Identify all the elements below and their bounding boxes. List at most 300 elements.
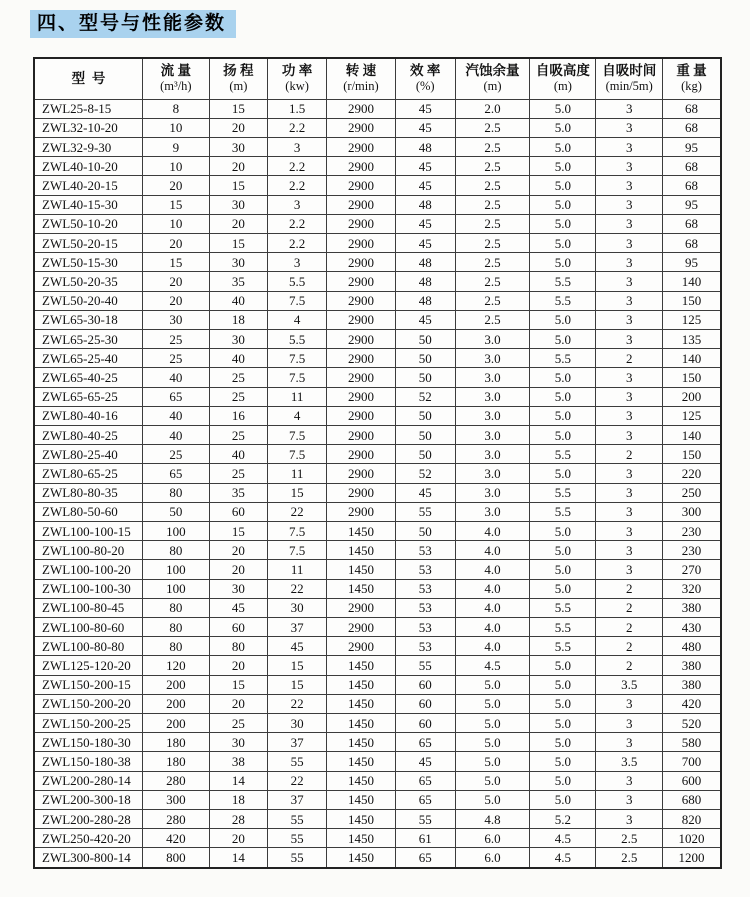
model-cell: ZWL80-40-16 bbox=[34, 406, 143, 425]
value-cell: 140 bbox=[663, 425, 721, 444]
value-cell: 3.5 bbox=[596, 752, 663, 771]
value-cell: 3.0 bbox=[455, 387, 530, 406]
value-cell: 3 bbox=[596, 771, 663, 790]
value-cell: 1.5 bbox=[268, 99, 327, 118]
value-cell: 20 bbox=[143, 176, 210, 195]
column-header bbox=[395, 58, 455, 99]
value-cell: 3 bbox=[596, 560, 663, 579]
value-cell: 50 bbox=[395, 445, 455, 464]
model-cell: ZWL150-200-25 bbox=[34, 714, 143, 733]
table-row bbox=[34, 349, 721, 368]
value-cell: 4.0 bbox=[455, 598, 530, 617]
value-cell: 50 bbox=[395, 425, 455, 444]
value-cell: 30 bbox=[143, 310, 210, 329]
value-cell: 37 bbox=[268, 790, 327, 809]
value-cell: 40 bbox=[209, 445, 267, 464]
value-cell: 280 bbox=[143, 771, 210, 790]
value-cell: 1450 bbox=[327, 810, 396, 829]
column-header-label: 重 量 bbox=[676, 63, 707, 79]
value-cell: 15 bbox=[209, 675, 267, 694]
value-cell: 280 bbox=[143, 810, 210, 829]
header-row bbox=[34, 58, 721, 99]
value-cell: 20 bbox=[209, 541, 267, 560]
value-cell: 3 bbox=[596, 406, 663, 425]
value-cell: 3 bbox=[596, 810, 663, 829]
value-cell: 520 bbox=[663, 714, 721, 733]
value-cell: 25 bbox=[209, 464, 267, 483]
value-cell: 65 bbox=[395, 848, 455, 868]
column-header-label: 汽蚀余量 bbox=[465, 63, 520, 79]
value-cell: 2900 bbox=[327, 406, 396, 425]
value-cell: 80 bbox=[209, 637, 267, 656]
value-cell: 300 bbox=[143, 790, 210, 809]
value-cell: 5.0 bbox=[530, 521, 596, 540]
value-cell: 15 bbox=[209, 176, 267, 195]
value-cell: 3 bbox=[596, 387, 663, 406]
model-cell: ZWL100-80-45 bbox=[34, 598, 143, 617]
value-cell: 2900 bbox=[327, 329, 396, 348]
value-cell: 5.0 bbox=[530, 694, 596, 713]
value-cell: 3.0 bbox=[455, 483, 530, 502]
value-cell: 3.5 bbox=[596, 675, 663, 694]
value-cell: 52 bbox=[395, 464, 455, 483]
value-cell: 5.5 bbox=[530, 502, 596, 521]
value-cell: 68 bbox=[663, 233, 721, 252]
value-cell: 25 bbox=[209, 387, 267, 406]
value-cell: 40 bbox=[209, 291, 267, 310]
value-cell: 52 bbox=[395, 387, 455, 406]
value-cell: 180 bbox=[143, 733, 210, 752]
table-row bbox=[34, 598, 721, 617]
value-cell: 45 bbox=[395, 157, 455, 176]
model-cell: ZWL65-25-40 bbox=[34, 349, 143, 368]
value-cell: 15 bbox=[143, 195, 210, 214]
value-cell: 680 bbox=[663, 790, 721, 809]
value-cell: 3 bbox=[596, 425, 663, 444]
model-cell: ZWL80-65-25 bbox=[34, 464, 143, 483]
table-row bbox=[34, 521, 721, 540]
value-cell: 65 bbox=[143, 387, 210, 406]
value-cell: 18 bbox=[209, 790, 267, 809]
value-cell: 2.5 bbox=[455, 137, 530, 156]
value-cell: 22 bbox=[268, 694, 327, 713]
value-cell: 2900 bbox=[327, 233, 396, 252]
value-cell: 28 bbox=[209, 810, 267, 829]
value-cell: 22 bbox=[268, 771, 327, 790]
value-cell: 1450 bbox=[327, 752, 396, 771]
value-cell: 5.0 bbox=[455, 733, 530, 752]
value-cell: 5.0 bbox=[530, 118, 596, 137]
value-cell: 11 bbox=[268, 387, 327, 406]
model-cell: ZWL32-10-20 bbox=[34, 118, 143, 137]
value-cell: 7.5 bbox=[268, 368, 327, 387]
value-cell: 20 bbox=[209, 829, 267, 848]
value-cell: 5.0 bbox=[530, 176, 596, 195]
value-cell: 3.0 bbox=[455, 406, 530, 425]
value-cell: 3.0 bbox=[455, 464, 530, 483]
value-cell: 5.0 bbox=[530, 752, 596, 771]
value-cell: 3 bbox=[596, 329, 663, 348]
value-cell: 2900 bbox=[327, 445, 396, 464]
model-cell: ZWL80-40-25 bbox=[34, 425, 143, 444]
value-cell: 3 bbox=[596, 733, 663, 752]
value-cell: 14 bbox=[209, 771, 267, 790]
model-cell: ZWL65-25-30 bbox=[34, 329, 143, 348]
value-cell: 3 bbox=[268, 253, 327, 272]
table-row bbox=[34, 272, 721, 291]
value-cell: 25 bbox=[143, 349, 210, 368]
value-cell: 3 bbox=[596, 368, 663, 387]
value-cell: 5.0 bbox=[530, 464, 596, 483]
value-cell: 15 bbox=[209, 233, 267, 252]
value-cell: 100 bbox=[143, 521, 210, 540]
value-cell: 2900 bbox=[327, 214, 396, 233]
value-cell: 53 bbox=[395, 637, 455, 656]
value-cell: 120 bbox=[143, 656, 210, 675]
value-cell: 150 bbox=[663, 445, 721, 464]
model-cell: ZWL100-80-80 bbox=[34, 637, 143, 656]
column-header-label: 自吸时间 bbox=[602, 63, 657, 79]
table-row bbox=[34, 617, 721, 636]
value-cell: 5.5 bbox=[530, 445, 596, 464]
value-cell: 2.0 bbox=[455, 99, 530, 118]
value-cell: 3 bbox=[596, 694, 663, 713]
table-row bbox=[34, 425, 721, 444]
table-row bbox=[34, 829, 721, 848]
value-cell: 4.0 bbox=[455, 541, 530, 560]
value-cell: 60 bbox=[395, 714, 455, 733]
model-cell: ZWL200-300-18 bbox=[34, 790, 143, 809]
value-cell: 5.5 bbox=[268, 272, 327, 291]
value-cell: 53 bbox=[395, 560, 455, 579]
value-cell: 380 bbox=[663, 656, 721, 675]
value-cell: 68 bbox=[663, 176, 721, 195]
value-cell: 3 bbox=[596, 253, 663, 272]
value-cell: 30 bbox=[268, 598, 327, 617]
value-cell: 1450 bbox=[327, 733, 396, 752]
model-cell: ZWL100-100-20 bbox=[34, 560, 143, 579]
value-cell: 5.0 bbox=[530, 329, 596, 348]
value-cell: 60 bbox=[209, 502, 267, 521]
model-cell: ZWL50-10-20 bbox=[34, 214, 143, 233]
model-cell: ZWL50-20-40 bbox=[34, 291, 143, 310]
value-cell: 230 bbox=[663, 521, 721, 540]
table-row bbox=[34, 733, 721, 752]
model-cell: ZWL80-80-35 bbox=[34, 483, 143, 502]
value-cell: 5.5 bbox=[530, 598, 596, 617]
column-header bbox=[143, 58, 210, 99]
value-cell: 7.5 bbox=[268, 291, 327, 310]
value-cell: 1450 bbox=[327, 656, 396, 675]
value-cell: 15 bbox=[268, 483, 327, 502]
value-cell: 3.0 bbox=[455, 502, 530, 521]
table-body bbox=[34, 99, 721, 868]
table-row bbox=[34, 694, 721, 713]
value-cell: 25 bbox=[209, 714, 267, 733]
value-cell: 5.0 bbox=[530, 714, 596, 733]
value-cell: 3.0 bbox=[455, 425, 530, 444]
value-cell: 9 bbox=[143, 137, 210, 156]
value-cell: 420 bbox=[143, 829, 210, 848]
model-cell: ZWL200-280-28 bbox=[34, 810, 143, 829]
model-cell: ZWL65-65-25 bbox=[34, 387, 143, 406]
value-cell: 5.2 bbox=[530, 810, 596, 829]
table-row bbox=[34, 118, 721, 137]
value-cell: 80 bbox=[143, 637, 210, 656]
table-row bbox=[34, 137, 721, 156]
value-cell: 37 bbox=[268, 617, 327, 636]
value-cell: 5.0 bbox=[530, 560, 596, 579]
value-cell: 14 bbox=[209, 848, 267, 868]
value-cell: 65 bbox=[395, 771, 455, 790]
value-cell: 55 bbox=[395, 810, 455, 829]
model-cell: ZWL100-100-15 bbox=[34, 521, 143, 540]
value-cell: 1450 bbox=[327, 541, 396, 560]
model-cell: ZWL50-20-15 bbox=[34, 233, 143, 252]
value-cell: 230 bbox=[663, 541, 721, 560]
value-cell: 15 bbox=[209, 99, 267, 118]
value-cell: 4.0 bbox=[455, 579, 530, 598]
value-cell: 4.8 bbox=[455, 810, 530, 829]
table-row bbox=[34, 310, 721, 329]
value-cell: 53 bbox=[395, 617, 455, 636]
value-cell: 2.5 bbox=[455, 272, 530, 291]
column-header bbox=[209, 58, 267, 99]
column-header-unit: (kg) bbox=[681, 79, 702, 94]
value-cell: 5.0 bbox=[530, 790, 596, 809]
value-cell: 3 bbox=[596, 502, 663, 521]
value-cell: 2900 bbox=[327, 637, 396, 656]
value-cell: 1450 bbox=[327, 829, 396, 848]
value-cell: 1020 bbox=[663, 829, 721, 848]
value-cell: 2900 bbox=[327, 617, 396, 636]
value-cell: 5.0 bbox=[530, 733, 596, 752]
value-cell: 50 bbox=[395, 368, 455, 387]
value-cell: 45 bbox=[395, 483, 455, 502]
value-cell: 2900 bbox=[327, 176, 396, 195]
value-cell: 3 bbox=[596, 541, 663, 560]
value-cell: 4.5 bbox=[530, 829, 596, 848]
value-cell: 50 bbox=[143, 502, 210, 521]
value-cell: 1450 bbox=[327, 714, 396, 733]
value-cell: 3.0 bbox=[455, 349, 530, 368]
value-cell: 2900 bbox=[327, 99, 396, 118]
value-cell: 125 bbox=[663, 406, 721, 425]
value-cell: 4.0 bbox=[455, 560, 530, 579]
model-cell: ZWL150-180-38 bbox=[34, 752, 143, 771]
value-cell: 2.2 bbox=[268, 118, 327, 137]
value-cell: 4.0 bbox=[455, 521, 530, 540]
value-cell: 45 bbox=[395, 118, 455, 137]
value-cell: 820 bbox=[663, 810, 721, 829]
value-cell: 7.5 bbox=[268, 349, 327, 368]
value-cell: 5.0 bbox=[530, 656, 596, 675]
value-cell: 700 bbox=[663, 752, 721, 771]
value-cell: 53 bbox=[395, 579, 455, 598]
value-cell: 20 bbox=[209, 560, 267, 579]
column-header-label: 型 号 bbox=[71, 70, 106, 86]
value-cell: 1450 bbox=[327, 694, 396, 713]
value-cell: 2900 bbox=[327, 157, 396, 176]
model-cell: ZWL100-80-60 bbox=[34, 617, 143, 636]
value-cell: 18 bbox=[209, 310, 267, 329]
value-cell: 2 bbox=[596, 445, 663, 464]
value-cell: 270 bbox=[663, 560, 721, 579]
value-cell: 20 bbox=[209, 118, 267, 137]
value-cell: 480 bbox=[663, 637, 721, 656]
value-cell: 300 bbox=[663, 502, 721, 521]
value-cell: 95 bbox=[663, 195, 721, 214]
value-cell: 3 bbox=[596, 272, 663, 291]
table-row bbox=[34, 810, 721, 829]
table-row bbox=[34, 214, 721, 233]
value-cell: 30 bbox=[209, 195, 267, 214]
value-cell: 7.5 bbox=[268, 425, 327, 444]
value-cell: 2900 bbox=[327, 253, 396, 272]
value-cell: 5.0 bbox=[530, 233, 596, 252]
value-cell: 2900 bbox=[327, 349, 396, 368]
value-cell: 3 bbox=[596, 310, 663, 329]
value-cell: 2 bbox=[596, 637, 663, 656]
value-cell: 45 bbox=[395, 310, 455, 329]
value-cell: 1200 bbox=[663, 848, 721, 868]
value-cell: 3.0 bbox=[455, 368, 530, 387]
value-cell: 2.5 bbox=[455, 195, 530, 214]
value-cell: 100 bbox=[143, 579, 210, 598]
value-cell: 4.5 bbox=[530, 848, 596, 868]
value-cell: 45 bbox=[395, 176, 455, 195]
value-cell: 2900 bbox=[327, 387, 396, 406]
value-cell: 60 bbox=[395, 675, 455, 694]
value-cell: 10 bbox=[143, 157, 210, 176]
value-cell: 45 bbox=[268, 637, 327, 656]
value-cell: 30 bbox=[268, 714, 327, 733]
value-cell: 6.0 bbox=[455, 848, 530, 868]
model-cell: ZWL50-15-30 bbox=[34, 253, 143, 272]
value-cell: 5.0 bbox=[455, 714, 530, 733]
model-cell: ZWL150-200-15 bbox=[34, 675, 143, 694]
value-cell: 30 bbox=[209, 579, 267, 598]
table-row bbox=[34, 848, 721, 868]
value-cell: 48 bbox=[395, 195, 455, 214]
value-cell: 45 bbox=[395, 214, 455, 233]
value-cell: 5.5 bbox=[530, 291, 596, 310]
value-cell: 48 bbox=[395, 291, 455, 310]
value-cell: 50 bbox=[395, 521, 455, 540]
value-cell: 7.5 bbox=[268, 445, 327, 464]
value-cell: 25 bbox=[209, 368, 267, 387]
value-cell: 5.5 bbox=[268, 329, 327, 348]
column-header-label: 效 率 bbox=[410, 63, 441, 79]
value-cell: 3 bbox=[596, 99, 663, 118]
table-row bbox=[34, 176, 721, 195]
value-cell: 2900 bbox=[327, 291, 396, 310]
table-row bbox=[34, 714, 721, 733]
value-cell: 1450 bbox=[327, 560, 396, 579]
column-header-label: 扬 程 bbox=[223, 63, 254, 79]
value-cell: 1450 bbox=[327, 579, 396, 598]
value-cell: 65 bbox=[395, 790, 455, 809]
value-cell: 55 bbox=[395, 502, 455, 521]
value-cell: 1450 bbox=[327, 771, 396, 790]
value-cell: 4.0 bbox=[455, 637, 530, 656]
value-cell: 7.5 bbox=[268, 521, 327, 540]
value-cell: 11 bbox=[268, 464, 327, 483]
value-cell: 200 bbox=[143, 675, 210, 694]
table-row bbox=[34, 291, 721, 310]
value-cell: 2900 bbox=[327, 368, 396, 387]
spec-table bbox=[33, 57, 722, 869]
column-header bbox=[34, 58, 143, 99]
value-cell: 60 bbox=[395, 694, 455, 713]
model-cell: ZWL65-30-18 bbox=[34, 310, 143, 329]
value-cell: 2.2 bbox=[268, 157, 327, 176]
value-cell: 48 bbox=[395, 137, 455, 156]
model-cell: ZWL50-20-35 bbox=[34, 272, 143, 291]
value-cell: 8 bbox=[143, 99, 210, 118]
value-cell: 2 bbox=[596, 656, 663, 675]
value-cell: 6.0 bbox=[455, 829, 530, 848]
value-cell: 35 bbox=[209, 483, 267, 502]
table-row bbox=[34, 637, 721, 656]
table-row bbox=[34, 406, 721, 425]
value-cell: 2 bbox=[596, 598, 663, 617]
value-cell: 2 bbox=[596, 617, 663, 636]
value-cell: 5.0 bbox=[530, 579, 596, 598]
value-cell: 80 bbox=[143, 617, 210, 636]
value-cell: 53 bbox=[395, 598, 455, 617]
column-header bbox=[455, 58, 530, 99]
value-cell: 2.5 bbox=[455, 291, 530, 310]
value-cell: 2.2 bbox=[268, 233, 327, 252]
value-cell: 3 bbox=[596, 521, 663, 540]
table-row bbox=[34, 771, 721, 790]
value-cell: 15 bbox=[268, 656, 327, 675]
value-cell: 125 bbox=[663, 310, 721, 329]
value-cell: 3 bbox=[596, 233, 663, 252]
table-row bbox=[34, 483, 721, 502]
value-cell: 15 bbox=[268, 675, 327, 694]
model-cell: ZWL300-800-14 bbox=[34, 848, 143, 868]
column-header-unit: (m) bbox=[553, 79, 572, 94]
value-cell: 430 bbox=[663, 617, 721, 636]
table-row bbox=[34, 387, 721, 406]
value-cell: 40 bbox=[143, 425, 210, 444]
table-row bbox=[34, 464, 721, 483]
value-cell: 5.0 bbox=[530, 771, 596, 790]
value-cell: 5.0 bbox=[530, 214, 596, 233]
value-cell: 25 bbox=[143, 329, 210, 348]
table-row bbox=[34, 541, 721, 560]
value-cell: 3 bbox=[596, 214, 663, 233]
value-cell: 2.5 bbox=[455, 157, 530, 176]
value-cell: 53 bbox=[395, 541, 455, 560]
value-cell: 3 bbox=[596, 464, 663, 483]
value-cell: 2.5 bbox=[596, 848, 663, 868]
value-cell: 50 bbox=[395, 349, 455, 368]
value-cell: 3.0 bbox=[455, 329, 530, 348]
value-cell: 2.2 bbox=[268, 176, 327, 195]
value-cell: 61 bbox=[395, 829, 455, 848]
value-cell: 2900 bbox=[327, 425, 396, 444]
value-cell: 5.5 bbox=[530, 637, 596, 656]
value-cell: 1450 bbox=[327, 521, 396, 540]
value-cell: 2 bbox=[596, 579, 663, 598]
model-cell: ZWL150-180-30 bbox=[34, 733, 143, 752]
model-cell: ZWL32-9-30 bbox=[34, 137, 143, 156]
value-cell: 3.0 bbox=[455, 445, 530, 464]
column-header-unit: (m) bbox=[229, 79, 248, 94]
